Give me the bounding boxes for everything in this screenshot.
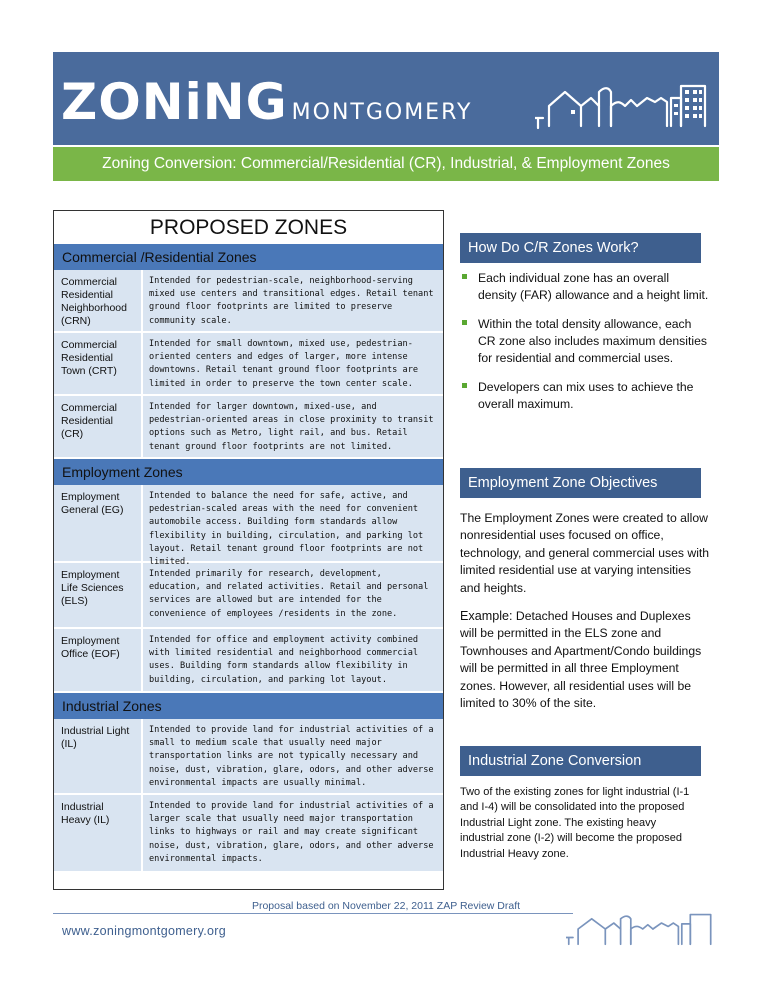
zone-name: Employment Office (EOF)	[61, 635, 120, 660]
cr-zones-bullets	[460, 270, 710, 425]
list-item: Each individual zone has an overall density (FAR) allowance and a height limit.	[460, 270, 710, 304]
example-label: Example:	[460, 609, 513, 623]
zone-name: Commercial Residential Neighborhood (CRN)	[61, 276, 127, 327]
zone-row-crn	[54, 270, 443, 333]
zone-row-els	[54, 563, 443, 629]
zone-row-cr	[54, 396, 443, 459]
zone-description: Intended to provide land for industrial activities of a larger scale that usually need major transportation links to highways or rail and may create significant noise, dust, vibration, glare, odors, and other adverse environmental impacts.	[141, 795, 443, 871]
zone-name: Commercial Residential Town (CRT)	[61, 339, 118, 377]
bullet-icon	[462, 320, 467, 325]
footer-url-link[interactable]: www.zoningmontgomery.org	[62, 924, 226, 938]
proposed-zones-table	[53, 210, 444, 890]
bullet-icon	[462, 274, 467, 279]
list-item: Within the total density allowance, each CR zone also includes maximum densities for residential and commercial uses.	[460, 316, 710, 367]
zone-description: Intended for small downtown, mixed use, pedestrian-oriented centers and edges of larger, more intense downtowns. Retail tenant ground floor footprints are limited in order to preserve the town center scale.	[141, 333, 443, 394]
zone-row-il	[54, 719, 443, 795]
industrial-conversion-heading: Industrial Zone Conversion	[460, 746, 701, 776]
zone-description: Intended for larger downtown, mixed-use, and pedestrian-oriented areas in close proximity to transit options such as Metro, light rail, and bus. Retail tenant ground floor footprints are not limited.	[141, 396, 443, 457]
zone-description: Intended to balance the need for safe, active, and pedestrian-scaled areas with the need for convenient automobile access. Building form standards allow flexibility in building, circulation, and parking lot layout. Retail tenant ground floor footprints are not limited.	[141, 485, 443, 561]
header-banner	[53, 52, 719, 145]
employment-objectives-heading: Employment Zone Objectives	[460, 468, 701, 498]
zone-name: Employment General (EG)	[61, 491, 124, 516]
section-heading-commercial: Commercial /Residential Zones	[54, 244, 443, 270]
footnote: Proposal based on November 22, 2011 ZAP Review Draft	[251, 900, 521, 912]
zone-name: Industrial Heavy (IL)	[61, 801, 110, 826]
section-heading-employment: Employment Zones	[54, 459, 443, 485]
zone-description: Intended for pedestrian-scale, neighborhood-serving mixed use centers and transitional edges. Retail tenant ground floor footprints are limited to preserve community scale.	[141, 270, 443, 331]
logo	[61, 72, 472, 143]
subtitle-banner: Zoning Conversion: Commercial/Residential (CR), Industrial, & Employment Zones	[53, 147, 719, 181]
zone-description: Intended for office and employment activity combined with limited residential and neighborhood commercial uses. Building form standards allow flexibility in building, circulation, and parking lot layout.	[141, 629, 443, 691]
zone-description: Intended primarily for research, development, education, and related activities. Retail and personal services are allowed but are intended for the convenience of employees /residents in the zone.	[141, 563, 443, 627]
zone-row-crt	[54, 333, 443, 396]
zone-description: Intended to provide land for industrial activities of a small to medium scale that usually need major transportation links are not typically necessary and noise, dust, vibration, glare, odors, and other adverse environmental impacts are usually minimal.	[141, 719, 443, 793]
skyline-icon	[535, 80, 711, 130]
employment-paragraph: The Employment Zones were created to allow nonresidential uses focused on office, technology, and general commercial uses with limited residential use at varying intensities and heights.	[460, 511, 710, 595]
zones-title: PROPOSED ZONES	[149, 216, 348, 239]
zone-row-ih	[54, 795, 443, 871]
footer-divider	[53, 913, 573, 914]
section-heading-industrial: Industrial Zones	[54, 693, 443, 719]
zone-name: Employment Life Sciences (ELS)	[61, 569, 124, 607]
bullet-icon	[462, 383, 467, 388]
industrial-paragraph: Two of the existing zones for light industrial (I-1 and I-4) will be consolidated into the proposed Industrial Light zone. The existing heavy industrial zone (I-2) will become the proposed Industrial Heavy zone.	[460, 786, 690, 860]
list-item: Developers can mix uses to achieve the overall maximum.	[460, 379, 710, 413]
zone-row-eg	[54, 485, 443, 568]
zone-row-eof	[54, 629, 443, 693]
example-text: Detached Houses and Duplexes will be permitted in the ELS zone and Townhouses and Apartment/Condo buildings will be permitted in all three Employment zones. However, all residential uses will be limited to 30% of the site.	[460, 609, 702, 711]
cr-zones-heading: How Do C/R Zones Work?	[460, 233, 701, 263]
logo-sub: MONTGOMERY	[291, 100, 473, 125]
logo-main: ZONiNG	[61, 73, 288, 131]
skyline-icon	[566, 912, 716, 946]
employment-example	[460, 608, 710, 712]
zone-name: Commercial Residential (CR)	[61, 402, 118, 440]
zone-name: Industrial Light (IL)	[61, 725, 130, 750]
